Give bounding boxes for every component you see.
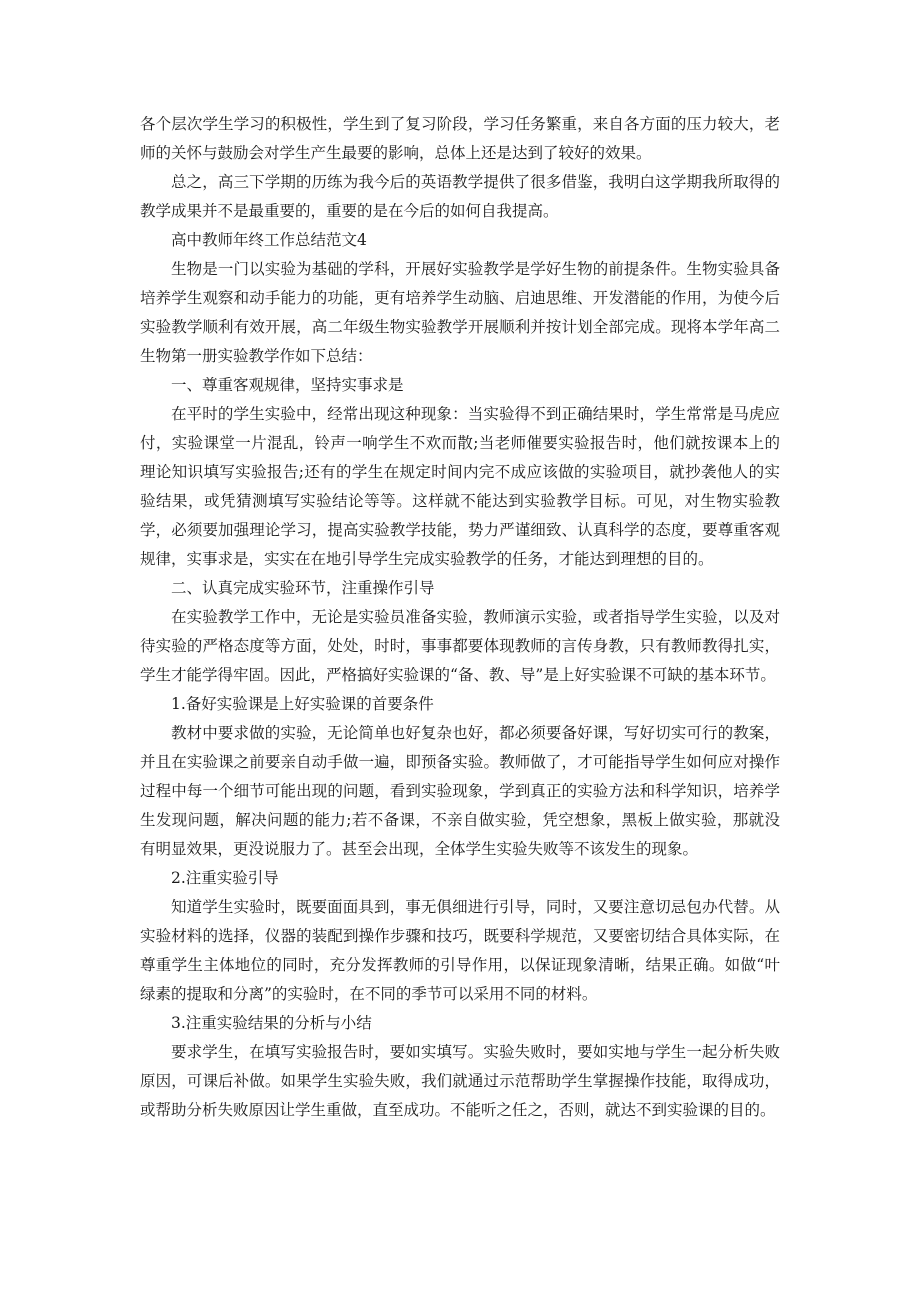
subheading-2: 2.注重实验引导 bbox=[171, 869, 279, 887]
paragraph-continuation: 各个层次学生学习的积极性，学生到了复习阶段，学习任务繁重，来自各方面的压力较大，老师的关怀与鼓励会对学生产生最要的影响，总体上还是达到了较好的效果。 bbox=[140, 115, 780, 162]
heading-2: 二、认真完成实验环节，注重操作引导 bbox=[171, 579, 435, 597]
subheading-3: 3.注重实验结果的分析与小结 bbox=[171, 1014, 372, 1032]
paragraph-2: 在实验教学工作中，无论是实验员准备实验，教师演示实验，或者指导学生实验，以及对待实验的严格态度等方面，处处，时时，事事都要体现教师的言传身教，只有教师教得扎实，学生才能学得牢固。因此，严格搞好实验课的“备、教、导”是上好实验课不可缺的基本环节。 bbox=[140, 608, 780, 684]
document-page bbox=[140, 110, 780, 1125]
paragraph-summary: 总之，高三下学期的历练为我今后的英语教学提供了很多借鉴，我明白这学期我所取得的教学成果并不是最重要的，重要的是在今后的如何自我提高。 bbox=[140, 173, 780, 220]
paragraph-3: 教材中要求做的实验，无论简单也好复杂也好，都必须要备好课，写好切实可行的教案，并且在实验课之前要亲自动手做一遍，即预备实验。教师做了，才可能指导学生如何应对操作过程中每一个细节可能出现的问题，看到实验现象，学到真正的实验方法和科学知识，培养学生发现问题，解决问题的能力;若不备课，不亲自做实验，凭空想象，黑板上做实验，那就没有明显效果，更没说服力了。甚至会出现，全体学生实验失败等不该发生的现象。 bbox=[140, 724, 780, 858]
heading-1: 一、尊重客观规律，坚持实事求是 bbox=[171, 376, 404, 394]
paragraph-intro: 生物是一门以实验为基础的学科，开展好实验教学是学好生物的前提条件。生物实验具备培养学生观察和动手能力的功能，更有培养学生动脑、启迪思维、开发潜能的作用，为使今后实验教学顺利有效开展，高二年级生物实验教学开展顺利并按计划全部完成。现将本学年高二生物第一册实验教学作如下总结： bbox=[140, 260, 780, 365]
paragraph-4: 知道学生实验时，既要面面具到，事无俱细进行引导，同时，又要注意切忌包办代替。从实验材料的选择，仪器的装配到操作步骤和技巧，既要科学规范，又要密切结合具体实际，在尊重学生主体地位的同时，充分发挥教师的引导作用，以保证现象清晰，结果正确。如做“叶绿素的提取和分离”的实验时，在不同的季节可以采用不同的材料。 bbox=[140, 898, 780, 1003]
paragraph-1: 在平时的学生实验中，经常出现这种现象：当实验得不到正确结果时，学生常常是马虎应付，实验课堂一片混乱，铃声一响学生不欢而散;当老师催要实验报告时，他们就按课本上的理论知识填写实验报告;还有的学生在规定时间内完不成应该做的实验项目，就抄袭他人的实验结果，或凭猜测填写实验结论等等。这样就不能达到实验教学目标。可见，对生物实验教学，必须要加强理论学习，提高实验教学技能，势力严谨细致、认真科学的态度，要尊重客观规律，实事求是，实实在在地引导学生完成实验教学的任务，才能达到理想的目的。 bbox=[140, 405, 780, 568]
subheading-1: 1.备好实验课是上好实验课的首要条件 bbox=[171, 695, 434, 713]
section-title: 高中教师年终工作总结范文4 bbox=[171, 231, 367, 249]
paragraph-5: 要求学生，在填写实验报告时，要如实填写。实验失败时，要如实地与学生一起分析失败原因，可课后补做。如果学生实验失败，我们就通过示范帮助学生掌握操作技能，取得成功，或帮助分析失败原因让学生重做，直至成功。不能听之任之，否则，就达不到实验课的目的。 bbox=[140, 1043, 780, 1119]
